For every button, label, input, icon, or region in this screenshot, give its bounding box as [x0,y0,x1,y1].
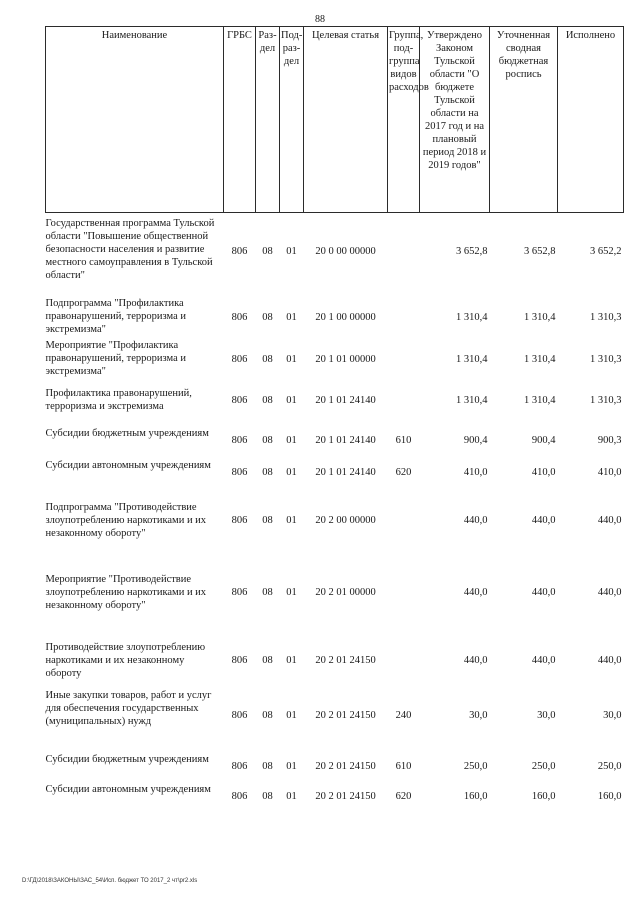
cell-podrazdel: 01 [286,394,297,406]
cell-podrazdel: 01 [286,514,297,526]
cell-target: 20 2 00 00000 [315,514,376,526]
cell-podrazdel: 01 [286,246,297,257]
cell-grbs: 806 [231,790,248,802]
cell-podrazdel: 01 [286,434,297,446]
cell-grbs: 806 [231,760,248,772]
cell-razdel: 08 [262,466,273,478]
cell-group: 620 [395,466,412,478]
cell-razdel: 08 [262,586,273,598]
cell-target: 20 2 01 24150 [315,709,376,721]
cell-grbs: 806 [231,353,248,365]
cell-target: 20 1 01 24140 [315,394,376,406]
cell-approved: 440,0 [463,586,488,598]
table-row [46,641,624,689]
cell-target: 20 2 01 24150 [315,654,376,666]
cell-podrazdel: 01 [286,353,297,365]
col-refined-header: Уточненная сводная бюджетная роспись [490,27,558,213]
cell-executed: 440,0 [597,654,622,666]
cell-name: Мероприятие "Профилактика правонарушений, терроризма и экстремизма" [45,339,187,377]
table-row [46,459,624,501]
cell-name: Субсидии автономным учреждениям [45,459,211,471]
cell-razdel: 08 [262,394,273,406]
cell-refined: 440,0 [531,514,556,526]
cell-executed: 1 310,3 [590,311,622,323]
cell-executed: 30,0 [603,709,622,721]
cell-razdel: 08 [262,434,273,446]
cell-podrazdel: 01 [286,311,297,323]
cell-group [388,387,420,427]
table-row [46,573,624,641]
cell-name: Подпрограмма "Противодействие злоупотреблению наркотиками и их незаконному обороту" [45,501,207,539]
col-name-header: Наименование [46,27,224,213]
table-row [46,689,624,753]
cell-approved: 900,4 [463,434,488,446]
cell-name: Профилактика правонарушений, терроризма и экстремизма [45,387,192,412]
cell-grbs: 806 [231,434,248,446]
cell-approved: 1 310,4 [456,394,488,406]
cell-podrazdel: 01 [286,790,297,802]
cell-name: Мероприятие "Противодействие злоупотреблению наркотиками и их незаконному обороту" [45,573,207,611]
cell-group: 610 [395,760,412,772]
cell-executed: 1 310,3 [590,394,622,406]
cell-approved: 250,0 [463,760,488,772]
cell-razdel: 08 [262,353,273,365]
table-row [46,501,624,573]
footer-path: D:\ГД\2018\ЗАКОНЫ\ЗАС_54\Исп. бюджет ТО 2017_2 чт\pr2.xls [22,878,198,884]
cell-approved: 160,0 [463,790,488,802]
cell-target: 20 0 00 00000 [315,246,376,257]
cell-grbs: 806 [231,709,248,721]
table-row [46,427,624,459]
cell-grbs: 806 [231,654,248,666]
cell-target: 20 1 01 00000 [315,353,376,365]
cell-grbs: 806 [231,514,248,526]
col-approved-header: Утверждено Законом Тульской области "О бюджете Тульской области на 2017 год и на плановый период 2018 и 2019 годов" [420,27,490,213]
cell-refined: 1 310,4 [524,353,556,365]
cell-executed: 250,0 [597,760,622,772]
cell-name: Иные закупки товаров, работ и услуг для обеспечения государственных (муниципальных) нужд [45,689,212,727]
cell-refined: 440,0 [531,586,556,598]
cell-executed: 900,3 [597,434,622,446]
cell-target: 20 1 01 24140 [315,434,376,446]
cell-podrazdel: 01 [286,466,297,478]
cell-target: 20 1 00 00000 [315,311,376,323]
cell-grbs: 806 [231,246,248,257]
table-row [46,783,624,823]
cell-executed: 1 310,3 [590,353,622,365]
cell-approved: 1 310,4 [456,311,488,323]
cell-approved: 1 310,4 [456,353,488,365]
cell-executed: 410,0 [597,466,622,478]
cell-podrazdel: 01 [286,760,297,772]
cell-grbs: 806 [231,586,248,598]
cell-refined: 1 310,4 [524,394,556,406]
cell-name: Субсидии автономным учреждениям [45,783,211,795]
cell-refined: 30,0 [537,709,556,721]
cell-executed: 160,0 [597,790,622,802]
budget-table [45,26,624,823]
cell-grbs: 806 [231,466,248,478]
cell-group [388,641,420,689]
table-row [46,297,624,339]
cell-razdel: 08 [262,246,273,257]
cell-grbs: 806 [231,394,248,406]
col-grbs-header: ГРБС [224,27,256,213]
cell-razdel: 08 [262,514,273,526]
col-target-header: Целевая статья [304,27,388,213]
table-row [46,387,624,427]
cell-podrazdel: 01 [286,586,297,598]
cell-razdel: 08 [262,709,273,721]
cell-name: Субсидии бюджетным учреждениям [45,753,209,765]
cell-target: 20 2 01 24150 [315,760,376,772]
cell-podrazdel: 01 [286,709,297,721]
cell-group: 610 [395,434,412,446]
cell-refined: 410,0 [531,466,556,478]
cell-group: 240 [395,709,412,721]
cell-target: 20 2 01 24150 [315,790,376,802]
cell-name: Государственная программа Тульской области "Повышение общественной безопасности населения и развитие местного самоуправления в Тульской области" [45,218,215,281]
cell-group [388,501,420,573]
cell-grbs: 806 [231,311,248,323]
table-header [46,27,624,213]
col-group-header: Группа, под-группа видов расходов [388,27,420,213]
cell-refined: 160,0 [531,790,556,802]
cell-name: Субсидии бюджетным учреждениям [45,427,209,439]
col-executed-header: Исполнено [558,27,624,213]
cell-approved: 440,0 [463,514,488,526]
cell-approved: 410,0 [463,466,488,478]
cell-approved: 440,0 [463,654,488,666]
cell-razdel: 08 [262,760,273,772]
cell-razdel: 08 [262,790,273,802]
cell-razdel: 08 [262,654,273,666]
cell-approved: 30,0 [469,709,488,721]
cell-approved: 3 652,8 [456,246,488,257]
cell-group [388,213,420,297]
cell-razdel: 08 [262,311,273,323]
cell-group [388,339,420,387]
cell-refined: 1 310,4 [524,311,556,323]
col-razdel-header: Раз-дел [256,27,280,213]
cell-group [388,573,420,641]
cell-executed: 440,0 [597,514,622,526]
cell-refined: 3 652,8 [524,246,556,257]
cell-target: 20 1 01 24140 [315,466,376,478]
cell-name: Подпрограмма "Профилактика правонарушений, терроризма и экстремизма" [45,297,187,335]
table-row [46,753,624,783]
table-row [46,213,624,297]
cell-group: 620 [395,790,412,802]
cell-executed: 440,0 [597,586,622,598]
cell-target: 20 2 01 00000 [315,586,376,598]
page-number: 88 [315,14,325,25]
cell-group [388,297,420,339]
cell-refined: 900,4 [531,434,556,446]
table-row [46,339,624,387]
cell-refined: 250,0 [531,760,556,772]
table-body [46,213,624,823]
cell-executed: 3 652,2 [590,246,622,257]
cell-podrazdel: 01 [286,654,297,666]
col-podrazdel-header: Под-раз-дел [280,27,304,213]
cell-refined: 440,0 [531,654,556,666]
cell-name: Противодействие злоупотреблению наркотиками и их незаконному обороту [45,641,206,679]
